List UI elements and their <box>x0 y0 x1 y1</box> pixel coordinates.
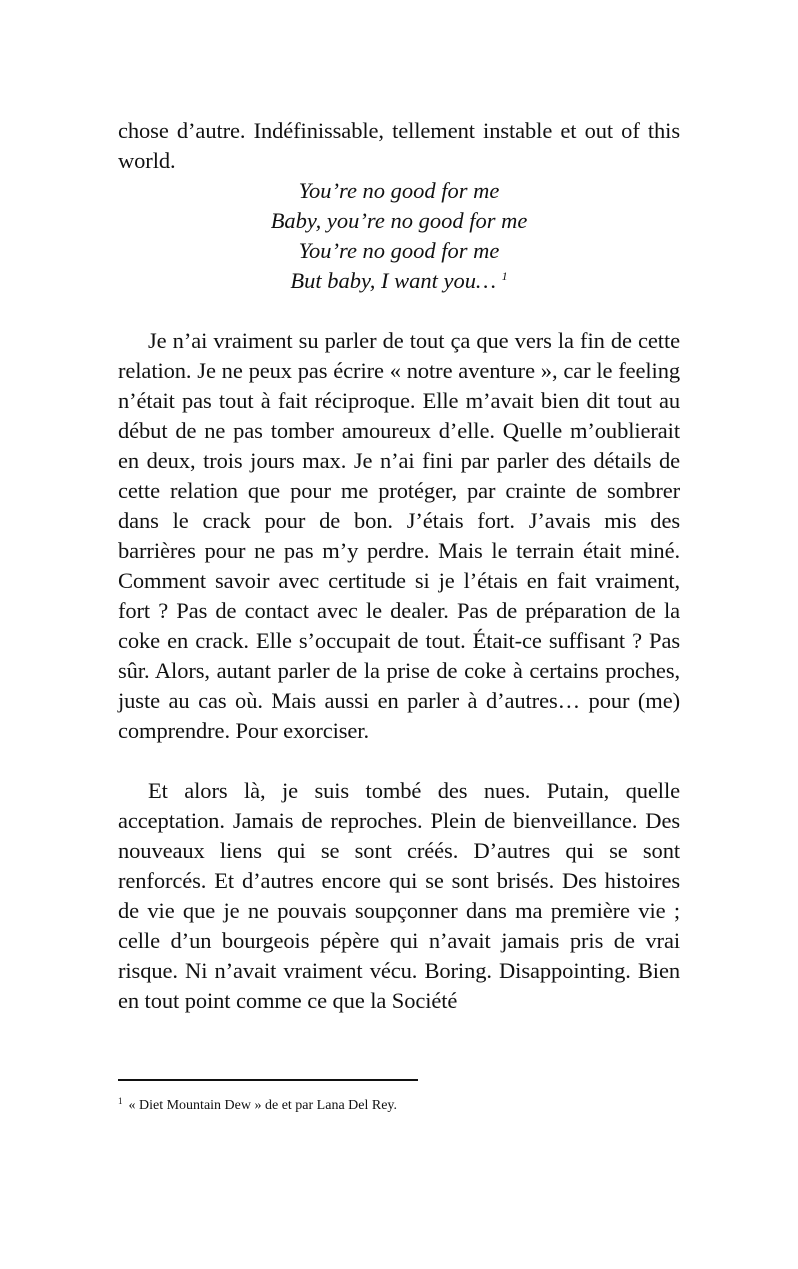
footnote <box>118 1097 397 1115</box>
verse-line: Baby, you’re no good for me <box>270 208 528 233</box>
verse-line: You’re no good for me <box>298 238 500 263</box>
paragraph-gap <box>118 296 680 326</box>
footnote-text: « Diet Mountain Dew » de et par Lana Del Rey. <box>128 1098 398 1113</box>
footnote-reference[interactable]: 1 <box>501 269 508 283</box>
paragraph-opening: chose d’autre. Indéfinissable, tellement instable et out of this world. <box>118 118 680 173</box>
paragraph-gap <box>118 746 680 776</box>
paragraph-body-2: Et alors là, je suis tombé des nues. Putain, quelle acceptation. Jamais de reproches. Plein de bienveillance. Des nouveaux liens qui se sont créés. D’autres qui se sont renforcés. Et d’autres encore qui se sont brisés. Des histoires de vie que je ne pouvais soupçonner dans ma première vie ; celle d’un bourgeois pépère qui n’avait jamais pris de vrai risque. Ni n’avait vraiment vécu. Boring. Disappointing. Bien en tout point comme ce que la Société <box>118 778 680 1013</box>
footnote-divider <box>118 1079 418 1081</box>
paragraph-body-1: Je n’ai vraiment su parler de tout ça que vers la fin de cette relation. Je ne peux pas écrire « notre aventure », car le feeling n’était pas tout à fait réciproque. Elle m’avait bien dit tout au début de ne pas tomber amoureux d’elle. Quelle m’oublierait en deux, trois jours max. Je n’ai fini par parler des détails de cette relation que pour me protéger, par crainte de sombrer dans le crack pour de bon. J’étais fort. J’avais mis des barrières pour ne pas m’y perdre. Mais le terrain était miné. Comment savoir avec certitude si je l’étais en fait vraiment, fort ? Pas de contact avec le dealer. Pas de préparation de la coke en crack. Elle s’occupait de tout. Était-ce suffisant ? Pas sûr. Alors, autant parler de la prise de coke à certains proches, juste au cas où. Mais aussi en parler à d’autres… pour (me) comprendre. Pour exorciser. <box>118 328 680 743</box>
verse-line-last <box>118 266 680 296</box>
page-body <box>118 116 680 1016</box>
verse-line-text: But baby, I want you… <box>290 268 496 293</box>
verse-line: You’re no good for me <box>298 178 500 203</box>
footnote-number: 1 <box>118 1096 123 1106</box>
song-verse <box>118 176 680 296</box>
